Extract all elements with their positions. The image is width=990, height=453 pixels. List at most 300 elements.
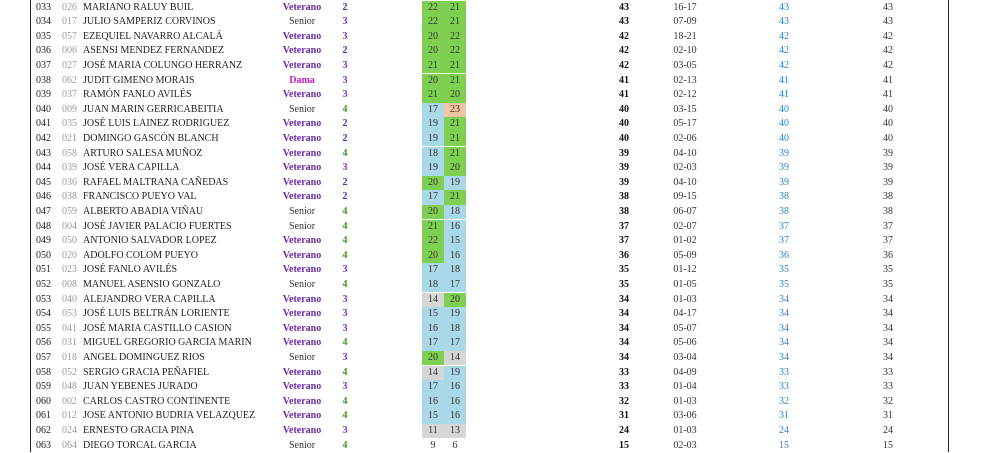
group-cell: 3 (336, 380, 354, 395)
final-score-cell: 34 (876, 351, 900, 366)
category-cell: Veterano (270, 161, 334, 176)
round1-score-cell: 22 (422, 15, 444, 30)
table-row (0, 176, 990, 191)
bib-number-cell: 038 (62, 190, 78, 205)
position-cell: 038 (36, 74, 56, 89)
tiebreak-cell: 05-06 (660, 336, 710, 351)
competitor-name-cell: JOSÉ MARIA CASTILLO CASION (83, 322, 273, 337)
category-cell: Veterano (270, 147, 334, 162)
score-blue-cell: 43 (772, 15, 796, 30)
category-cell: Veterano (270, 234, 334, 249)
table-row (0, 190, 990, 205)
table-row (0, 74, 990, 89)
category-cell: Senior (270, 439, 334, 453)
bib-number-cell: 053 (62, 307, 78, 322)
tiebreak-cell: 02-13 (660, 74, 710, 89)
competitor-name-cell: DIEGO TORCAL GARCIA (83, 439, 273, 453)
round1-score-cell: 22 (422, 1, 444, 16)
tiebreak-cell: 05-09 (660, 249, 710, 264)
group-cell: 3 (336, 59, 354, 74)
total-score-cell: 39 (612, 176, 636, 191)
position-cell: 061 (36, 409, 56, 424)
bib-number-cell: 041 (62, 322, 78, 337)
final-score-cell: 42 (876, 59, 900, 74)
position-cell: 042 (36, 132, 56, 147)
bib-number-cell: 050 (62, 234, 78, 249)
round2-score-cell: 21 (444, 117, 466, 132)
position-cell: 050 (36, 249, 56, 264)
position-cell: 045 (36, 176, 56, 191)
bib-number-cell: 036 (62, 176, 78, 191)
total-score-cell: 35 (612, 263, 636, 278)
final-score-cell: 39 (876, 176, 900, 191)
total-score-cell: 38 (612, 205, 636, 220)
score-blue-cell: 42 (772, 44, 796, 59)
final-score-cell: 43 (876, 15, 900, 30)
round1-score-cell: 21 (422, 59, 444, 74)
final-score-cell: 24 (876, 424, 900, 439)
round2-score-cell: 16 (444, 395, 466, 410)
position-cell: 033 (36, 1, 56, 16)
position-cell: 039 (36, 88, 56, 103)
tiebreak-cell: 03-05 (660, 59, 710, 74)
tiebreak-cell: 04-10 (660, 176, 710, 191)
competitor-name-cell: ERNESTO GRACIA PINA (83, 424, 273, 439)
score-blue-cell: 34 (772, 322, 796, 337)
table-row (0, 380, 990, 395)
group-cell: 3 (336, 263, 354, 278)
final-score-cell: 37 (876, 220, 900, 235)
final-score-cell: 41 (876, 88, 900, 103)
total-score-cell: 34 (612, 336, 636, 351)
tiebreak-cell: 01-02 (660, 234, 710, 249)
table-row (0, 161, 990, 176)
tiebreak-cell: 02-12 (660, 88, 710, 103)
total-score-cell: 32 (612, 395, 636, 410)
table-row (0, 220, 990, 235)
category-cell: Veterano (270, 88, 334, 103)
round1-score-cell: 17 (422, 380, 444, 395)
score-blue-cell: 34 (772, 307, 796, 322)
tiebreak-cell: 04-10 (660, 147, 710, 162)
bib-number-cell: 009 (62, 103, 78, 118)
round1-score-cell: 20 (422, 30, 444, 45)
group-cell: 4 (336, 249, 354, 264)
round2-score-cell: 22 (444, 44, 466, 59)
category-cell: Senior (270, 103, 334, 118)
group-cell: 3 (336, 74, 354, 89)
table-row (0, 249, 990, 264)
competitor-name-cell: ADOLFO COLOM PUEYO (83, 249, 273, 264)
category-cell: Veterano (270, 293, 334, 308)
score-blue-cell: 31 (772, 409, 796, 424)
round2-score-cell: 21 (444, 190, 466, 205)
category-cell: Veterano (270, 336, 334, 351)
score-blue-cell: 34 (772, 351, 796, 366)
round2-score-cell: 17 (444, 278, 466, 293)
tiebreak-cell: 04-17 (660, 307, 710, 322)
round2-score-cell: 16 (444, 380, 466, 395)
round2-score-cell: 21 (444, 147, 466, 162)
tiebreak-cell: 04-09 (660, 366, 710, 381)
bib-number-cell: 008 (62, 278, 78, 293)
bib-number-cell: 040 (62, 293, 78, 308)
round1-score-cell: 18 (422, 147, 444, 162)
round1-score-cell: 22 (422, 234, 444, 249)
bib-number-cell: 039 (62, 161, 78, 176)
table-row (0, 366, 990, 381)
score-blue-cell: 39 (772, 176, 796, 191)
final-score-cell: 35 (876, 263, 900, 278)
bib-number-cell: 026 (62, 1, 78, 16)
score-blue-cell: 39 (772, 147, 796, 162)
final-score-cell: 42 (876, 44, 900, 59)
total-score-cell: 39 (612, 147, 636, 162)
round1-score-cell: 14 (422, 366, 444, 381)
round1-score-cell: 9 (422, 439, 444, 453)
competitor-name-cell: JULIO SAMPERIZ CORVINOS (83, 15, 273, 30)
final-score-cell: 38 (876, 205, 900, 220)
competitor-name-cell: JOSÉ FANLO AVILÉS (83, 263, 273, 278)
category-cell: Veterano (270, 380, 334, 395)
tiebreak-cell: 05-07 (660, 322, 710, 337)
total-score-cell: 38 (612, 190, 636, 205)
final-score-cell: 42 (876, 30, 900, 45)
competitor-name-cell: JUAN YEBENES JURADO (83, 380, 273, 395)
group-cell: 3 (336, 307, 354, 322)
table-row (0, 59, 990, 74)
score-blue-cell: 34 (772, 293, 796, 308)
position-cell: 034 (36, 15, 56, 30)
total-score-cell: 37 (612, 220, 636, 235)
group-cell: 2 (336, 1, 354, 16)
final-score-cell: 40 (876, 117, 900, 132)
tiebreak-cell: 01-03 (660, 395, 710, 410)
position-cell: 059 (36, 380, 56, 395)
category-cell: Veterano (270, 424, 334, 439)
tiebreak-cell: 03-04 (660, 351, 710, 366)
category-cell: Senior (270, 351, 334, 366)
total-score-cell: 42 (612, 30, 636, 45)
round1-score-cell: 15 (422, 307, 444, 322)
final-score-cell: 35 (876, 278, 900, 293)
round2-score-cell: 20 (444, 293, 466, 308)
position-cell: 047 (36, 205, 56, 220)
position-cell: 060 (36, 395, 56, 410)
competitor-name-cell: EZEQUIEL NAVARRO ALCALÁ (83, 30, 273, 45)
score-blue-cell: 37 (772, 220, 796, 235)
competitor-name-cell: ANTONIO SALVADOR LOPEZ (83, 234, 273, 249)
table-row (0, 1, 990, 16)
bib-number-cell: 035 (62, 117, 78, 132)
position-cell: 046 (36, 190, 56, 205)
competitor-name-cell: FRANCISCO PUEYO VAL (83, 190, 273, 205)
bib-number-cell: 027 (62, 59, 78, 74)
final-score-cell: 39 (876, 147, 900, 162)
total-score-cell: 39 (612, 161, 636, 176)
tiebreak-cell: 06-07 (660, 205, 710, 220)
competitor-name-cell: CARLOS CASTRO CONTINENTE (83, 395, 273, 410)
group-cell: 2 (336, 132, 354, 147)
table-row (0, 44, 990, 59)
bib-number-cell: 062 (62, 74, 78, 89)
bib-number-cell: 021 (62, 132, 78, 147)
score-blue-cell: 24 (772, 424, 796, 439)
position-cell: 035 (36, 30, 56, 45)
total-score-cell: 33 (612, 366, 636, 381)
score-blue-cell: 15 (772, 439, 796, 453)
round2-score-cell: 20 (444, 161, 466, 176)
round2-score-cell: 18 (444, 263, 466, 278)
tiebreak-cell: 05-17 (660, 117, 710, 132)
round1-score-cell: 17 (422, 336, 444, 351)
round1-score-cell: 20 (422, 249, 444, 264)
table-row (0, 409, 990, 424)
tiebreak-cell: 02-06 (660, 132, 710, 147)
group-cell: 3 (336, 88, 354, 103)
tiebreak-cell: 07-09 (660, 15, 710, 30)
score-blue-cell: 38 (772, 190, 796, 205)
final-score-cell: 15 (876, 439, 900, 453)
competitor-name-cell: ASENSI MENDEZ FERNANDEZ (83, 44, 273, 59)
category-cell: Senior (270, 15, 334, 30)
score-blue-cell: 41 (772, 74, 796, 89)
round1-score-cell: 19 (422, 161, 444, 176)
group-cell: 2 (336, 44, 354, 59)
final-score-cell: 38 (876, 190, 900, 205)
bib-number-cell: 006 (62, 44, 78, 59)
category-cell: Veterano (270, 263, 334, 278)
bib-number-cell: 020 (62, 249, 78, 264)
round2-score-cell: 15 (444, 234, 466, 249)
position-cell: 036 (36, 44, 56, 59)
bib-number-cell: 048 (62, 380, 78, 395)
bib-number-cell: 058 (62, 147, 78, 162)
competitor-name-cell: JUDIT GIMENO MORAIS (83, 74, 273, 89)
round1-score-cell: 16 (422, 395, 444, 410)
competitor-name-cell: ALEJANDRO VERA CAPILLA (83, 293, 273, 308)
position-cell: 041 (36, 117, 56, 132)
score-blue-cell: 37 (772, 234, 796, 249)
bib-number-cell: 052 (62, 366, 78, 381)
position-cell: 063 (36, 439, 56, 453)
tiebreak-cell: 01-04 (660, 380, 710, 395)
group-cell: 4 (336, 409, 354, 424)
total-score-cell: 41 (612, 88, 636, 103)
total-score-cell: 35 (612, 278, 636, 293)
table-row (0, 439, 990, 453)
tiebreak-cell: 02-03 (660, 161, 710, 176)
round2-score-cell: 21 (444, 59, 466, 74)
round2-score-cell: 6 (444, 439, 466, 453)
round2-score-cell: 16 (444, 249, 466, 264)
category-cell: Veterano (270, 307, 334, 322)
competitor-name-cell: DOMINGO GASCÓN BLANCH (83, 132, 273, 147)
position-cell: 053 (36, 293, 56, 308)
round1-score-cell: 20 (422, 44, 444, 59)
competitor-name-cell: ANGEL DOMINGUEZ RIOS (83, 351, 273, 366)
group-cell: 4 (336, 147, 354, 162)
total-score-cell: 41 (612, 74, 636, 89)
category-cell: Veterano (270, 30, 334, 45)
total-score-cell: 34 (612, 322, 636, 337)
round1-score-cell: 17 (422, 190, 444, 205)
category-cell: Senior (270, 278, 334, 293)
tiebreak-cell: 01-03 (660, 293, 710, 308)
round2-score-cell: 16 (444, 409, 466, 424)
group-cell: 3 (336, 15, 354, 30)
round2-score-cell: 19 (444, 176, 466, 191)
group-cell: 4 (336, 234, 354, 249)
round2-score-cell: 19 (444, 366, 466, 381)
table-row (0, 234, 990, 249)
competitor-name-cell: ARTURO SALESA MUÑOZ (83, 147, 273, 162)
position-cell: 052 (36, 278, 56, 293)
score-blue-cell: 38 (772, 205, 796, 220)
competitor-name-cell: ALBERTO ABADIA VIÑAU (83, 205, 273, 220)
bib-number-cell: 057 (62, 30, 78, 45)
total-score-cell: 15 (612, 439, 636, 453)
table-row (0, 424, 990, 439)
round1-score-cell: 21 (422, 88, 444, 103)
round2-score-cell: 16 (444, 220, 466, 235)
position-cell: 040 (36, 103, 56, 118)
score-blue-cell: 41 (772, 88, 796, 103)
total-score-cell: 34 (612, 307, 636, 322)
table-row (0, 205, 990, 220)
round2-score-cell: 20 (444, 88, 466, 103)
position-cell: 044 (36, 161, 56, 176)
round1-score-cell: 20 (422, 74, 444, 89)
score-blue-cell: 33 (772, 380, 796, 395)
group-cell: 4 (336, 336, 354, 351)
group-cell: 4 (336, 220, 354, 235)
score-blue-cell: 40 (772, 117, 796, 132)
score-blue-cell: 39 (772, 161, 796, 176)
bib-number-cell: 059 (62, 205, 78, 220)
round1-score-cell: 17 (422, 103, 444, 118)
category-cell: Veterano (270, 249, 334, 264)
tiebreak-cell: 16-17 (660, 1, 710, 16)
table-row (0, 336, 990, 351)
score-blue-cell: 35 (772, 278, 796, 293)
score-blue-cell: 40 (772, 132, 796, 147)
group-cell: 2 (336, 176, 354, 191)
position-cell: 058 (36, 366, 56, 381)
final-score-cell: 32 (876, 395, 900, 410)
bib-number-cell: 031 (62, 336, 78, 351)
competitor-name-cell: JOSE ANTONIO BUDRIA VELAZQUEZ (83, 409, 273, 424)
final-score-cell: 39 (876, 161, 900, 176)
bib-number-cell: 017 (62, 15, 78, 30)
tiebreak-cell: 02-07 (660, 220, 710, 235)
table-row (0, 351, 990, 366)
round1-score-cell: 16 (422, 322, 444, 337)
competitor-name-cell: JOSÉ LUIS BELTRÁN LORIENTE (83, 307, 273, 322)
round1-score-cell: 21 (422, 220, 444, 235)
category-cell: Veterano (270, 117, 334, 132)
competitor-name-cell: MARIANO RALUY BUIL (83, 1, 273, 16)
table-row (0, 117, 990, 132)
tiebreak-cell: 01-12 (660, 263, 710, 278)
round1-score-cell: 18 (422, 278, 444, 293)
category-cell: Veterano (270, 409, 334, 424)
round1-score-cell: 20 (422, 205, 444, 220)
bib-number-cell: 012 (62, 409, 78, 424)
round2-score-cell: 21 (444, 15, 466, 30)
competitor-name-cell: RAFAEL MALTRANA CAÑEDAS (83, 176, 273, 191)
score-blue-cell: 42 (772, 59, 796, 74)
competitor-name-cell: JOSÉ JAVIER PALACIO FUERTES (83, 220, 273, 235)
competitor-name-cell: RAMÓN FANLO AVILÉS (83, 88, 273, 103)
score-blue-cell: 40 (772, 103, 796, 118)
bib-number-cell: 002 (62, 395, 78, 410)
round1-score-cell: 15 (422, 409, 444, 424)
total-score-cell: 34 (612, 293, 636, 308)
table-row (0, 88, 990, 103)
category-cell: Senior (270, 220, 334, 235)
position-cell: 048 (36, 220, 56, 235)
round2-score-cell: 21 (444, 74, 466, 89)
final-score-cell: 40 (876, 103, 900, 118)
total-score-cell: 42 (612, 59, 636, 74)
bib-number-cell: 064 (62, 439, 78, 453)
position-cell: 062 (36, 424, 56, 439)
total-score-cell: 43 (612, 15, 636, 30)
group-cell: 3 (336, 30, 354, 45)
round1-score-cell: 14 (422, 293, 444, 308)
tiebreak-cell: 02-10 (660, 44, 710, 59)
tiebreak-cell: 18-21 (660, 30, 710, 45)
score-blue-cell: 35 (772, 263, 796, 278)
round1-score-cell: 19 (422, 132, 444, 147)
round2-score-cell: 14 (444, 351, 466, 366)
tiebreak-cell: 01-03 (660, 424, 710, 439)
score-blue-cell: 32 (772, 395, 796, 410)
table-row (0, 30, 990, 45)
category-cell: Dama (270, 74, 334, 89)
tiebreak-cell: 03-06 (660, 409, 710, 424)
position-cell: 043 (36, 147, 56, 162)
final-score-cell: 34 (876, 307, 900, 322)
group-cell: 3 (336, 293, 354, 308)
score-blue-cell: 36 (772, 249, 796, 264)
position-cell: 054 (36, 307, 56, 322)
total-score-cell: 40 (612, 103, 636, 118)
category-cell: Veterano (270, 322, 334, 337)
group-cell: 3 (336, 161, 354, 176)
total-score-cell: 31 (612, 409, 636, 424)
position-cell: 037 (36, 59, 56, 74)
position-cell: 057 (36, 351, 56, 366)
table-row (0, 103, 990, 118)
total-score-cell: 42 (612, 44, 636, 59)
category-cell: Veterano (270, 190, 334, 205)
round1-score-cell: 20 (422, 176, 444, 191)
category-cell: Veterano (270, 44, 334, 59)
table-row (0, 278, 990, 293)
category-cell: Veterano (270, 395, 334, 410)
final-score-cell: 36 (876, 249, 900, 264)
position-cell: 049 (36, 234, 56, 249)
competitor-name-cell: JOSÉ LUIS LAINEZ RODRIGUEZ (83, 117, 273, 132)
group-cell: 3 (336, 322, 354, 337)
group-cell: 4 (336, 366, 354, 381)
table-row (0, 322, 990, 337)
bib-number-cell: 023 (62, 263, 78, 278)
table-row (0, 395, 990, 410)
total-score-cell: 40 (612, 117, 636, 132)
